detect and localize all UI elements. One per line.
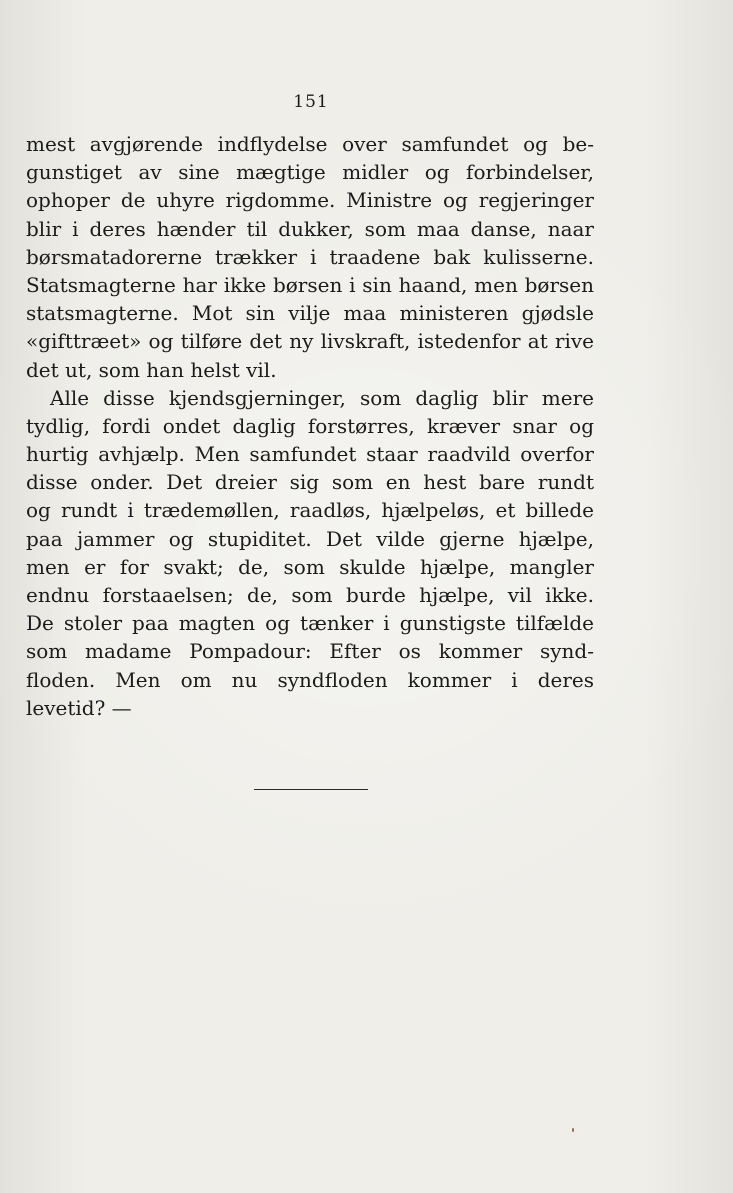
text-line: tydlig, fordi ondet daglig forstørres, kræver snar og xyxy=(26,413,594,438)
text-line: ophoper de uhyre rigdomme. Ministre og regjeringer xyxy=(26,188,594,213)
text-line: statsmagterne. Mot sin vilje maa ministeren gjødsle xyxy=(26,301,594,326)
text-line: hurtig avhjælp. Men samfundet staar raadvild overfor xyxy=(26,442,594,467)
paragraph-1 xyxy=(26,130,594,384)
text-line: disse onder. Det dreier sig som en hest bare rundt xyxy=(26,470,594,495)
text-line: som madame Pompadour: Efter os kommer synd- xyxy=(26,639,594,664)
text-line: blir i deres hænder til dukker, som maa danse, naar xyxy=(26,216,594,241)
text-line: levetid? — xyxy=(26,695,132,720)
body-text xyxy=(26,130,594,722)
paper-speck xyxy=(572,1128,574,1132)
text-line: og rundt i trædemøllen, raadløs, hjælpeløs, et billede xyxy=(26,498,594,523)
text-line: mest avgjørende indflydelse over samfundet og be- xyxy=(26,132,594,156)
text-line: Statsmagterne har ikke børsen i sin haand, men børsen xyxy=(26,272,594,297)
text-line: paa jammer og stupiditet. Det vilde gjerne hjælpe, xyxy=(26,526,594,551)
text-line: Alle disse kjendsgjerninger, som daglig blir mere xyxy=(50,385,594,410)
page-number: 151 xyxy=(293,92,329,112)
text-line: gunstiget av sine mægtige midler og forbindelser, xyxy=(26,160,594,185)
section-divider-rule xyxy=(254,789,368,790)
text-line: det ut, som han helst vil. xyxy=(26,357,277,382)
text-line: endnu forstaaelsen; de, som burde hjælpe, vil ikke. xyxy=(26,583,594,607)
paragraph-2 xyxy=(26,384,594,722)
text-line: «gifttræet» og tilføre det ny livskraft, istedenfor at rive xyxy=(26,329,594,354)
text-line: floden. Men om nu syndfloden kommer i deres xyxy=(26,667,594,692)
text-line: børsmatadorerne trækker i traadene bak kulisserne. xyxy=(26,244,594,269)
text-line: De stoler paa magten og tænker i gunstigste tilfælde xyxy=(26,611,594,636)
text-line: men er for svakt; de, som skulde hjælpe, mangler xyxy=(26,554,594,579)
